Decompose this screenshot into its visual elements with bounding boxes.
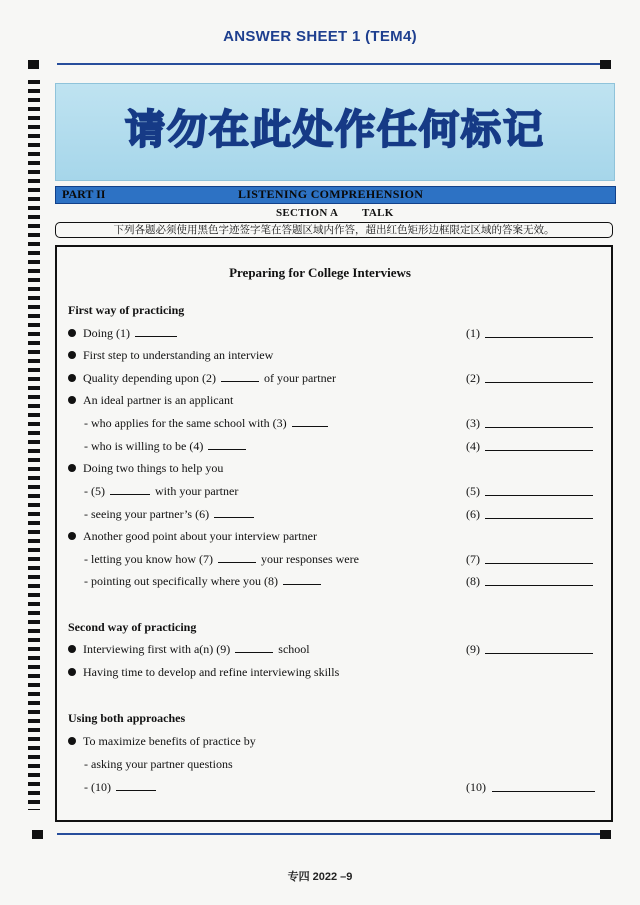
- bullet-icon: [68, 668, 76, 676]
- inline-blank: [235, 642, 273, 653]
- outline-item: [68, 393, 233, 408]
- outline-subitem: [84, 757, 233, 772]
- answer-number: (8): [466, 574, 480, 588]
- do-not-mark-banner: [55, 83, 615, 181]
- notice-box: 下列各题必须使用黑色字迹签字笔在答题区域内作答，超出红色矩形边框限定区域的答案无效。: [55, 222, 613, 238]
- answer-line-5[interactable]: [485, 495, 593, 496]
- outline-item: [68, 371, 336, 386]
- answer-number: (9): [466, 642, 480, 656]
- outline-subitem: [84, 780, 158, 795]
- answer-line-3[interactable]: [485, 427, 593, 428]
- outline-text: Another good point about your interview partner: [83, 529, 317, 543]
- inline-blank: [116, 780, 156, 791]
- heading-first-way: First way of practicing: [68, 303, 185, 317]
- outline-item: [68, 665, 339, 680]
- outline-item: [68, 642, 310, 657]
- inline-blank: [208, 439, 246, 450]
- answer-region-title: Preparing for College Interviews: [229, 265, 411, 280]
- inline-blank: [218, 552, 256, 563]
- outline-text: An ideal partner is an applicant: [83, 393, 234, 407]
- outline-item: [68, 461, 223, 476]
- section-name: SECTION A: [276, 207, 339, 219]
- outline-text: First step to understanding an interview: [83, 348, 274, 362]
- outline-item: [68, 529, 317, 544]
- outline-text: - pointing out specifically where you (8): [84, 574, 278, 588]
- answer-number: (7): [466, 552, 480, 566]
- answer-number: (5): [466, 484, 480, 498]
- outline-subitem: [84, 507, 256, 522]
- section-kind: TALK: [362, 207, 394, 219]
- registration-mark: [600, 60, 611, 69]
- answer-line-9[interactable]: [485, 653, 593, 654]
- heading-both-approaches: Using both approaches: [68, 711, 186, 725]
- bullet-icon: [68, 737, 76, 745]
- page-footer: 专四 2022 –9: [287, 871, 353, 883]
- part-header-bar: [55, 186, 616, 204]
- answer-line-2[interactable]: [485, 382, 593, 383]
- registration-mark: [600, 830, 611, 839]
- outline-text: - who is willing to be (4): [84, 439, 204, 453]
- part-title: LISTENING COMPREHENSION: [238, 187, 424, 201]
- outline-subitem: [84, 552, 359, 567]
- outline-text: Interviewing first with a(n) (9): [83, 642, 231, 656]
- outline-text: - asking your partner questions: [84, 757, 233, 771]
- outline-text: Doing two things to help you: [83, 461, 224, 475]
- inline-blank: [221, 371, 259, 382]
- inline-blank: [214, 507, 254, 518]
- answer-line-1[interactable]: [485, 337, 593, 338]
- header-rule: [57, 63, 602, 65]
- heading-second-way: Second way of practicing: [68, 620, 197, 634]
- outline-subitem: [84, 484, 238, 499]
- answer-number: (10): [466, 780, 486, 794]
- inline-blank: [292, 416, 328, 427]
- sheet-title: ANSWER SHEET 1 (TEM4): [223, 28, 417, 45]
- outline-text: with your partner: [155, 484, 239, 498]
- answer-number: (2): [466, 371, 480, 385]
- outline-text: Having time to develop and refine interviewing skills: [83, 665, 340, 679]
- answer-number: (4): [466, 439, 480, 453]
- outline-text: Quality depending upon (2): [83, 371, 216, 385]
- answer-line-10[interactable]: [492, 791, 595, 792]
- outline-text: - (10): [84, 780, 111, 794]
- timing-marks: [28, 80, 40, 810]
- bullet-icon: [68, 329, 76, 337]
- outline-text: - letting you know how (7): [84, 552, 213, 566]
- outline-subitem: [84, 574, 323, 589]
- registration-mark: [32, 830, 43, 839]
- answer-line-4[interactable]: [485, 450, 593, 451]
- bullet-icon: [68, 374, 76, 382]
- footer-rule: [57, 833, 602, 835]
- inline-blank: [135, 326, 177, 337]
- bullet-icon: [68, 645, 76, 653]
- part-label: PART II: [62, 187, 106, 201]
- outline-text: your responses were: [260, 552, 359, 566]
- outline-subitem: [84, 439, 248, 454]
- bullet-icon: [68, 464, 76, 472]
- answer-number: (1): [466, 326, 480, 340]
- inline-blank: [283, 574, 321, 585]
- outline-text: of your partner: [263, 371, 336, 385]
- answer-line-8[interactable]: [485, 585, 593, 586]
- banner-text: 请勿在此处作任何标记: [125, 107, 545, 153]
- outline-text: school: [278, 642, 310, 656]
- answer-line-6[interactable]: [485, 518, 593, 519]
- registration-mark: [28, 60, 39, 69]
- answer-number: (3): [466, 416, 480, 430]
- outline-text: - who applies for the same school with (3): [84, 416, 287, 430]
- answer-line-7[interactable]: [485, 563, 593, 564]
- outline-text: - seeing your partner’s (6): [84, 507, 210, 521]
- bullet-icon: [68, 351, 76, 359]
- answer-number: (6): [466, 507, 480, 521]
- outline-text: To maximize benefits of practice by: [83, 734, 256, 748]
- bullet-icon: [68, 532, 76, 540]
- outline-item: [68, 326, 179, 341]
- bullet-icon: [68, 396, 76, 404]
- outline-text: Doing (1): [83, 326, 130, 340]
- outline-subitem: [84, 416, 330, 431]
- outline-text: - (5): [84, 484, 105, 498]
- outline-item: [68, 734, 256, 749]
- outline-item: [68, 348, 273, 363]
- inline-blank: [110, 484, 150, 495]
